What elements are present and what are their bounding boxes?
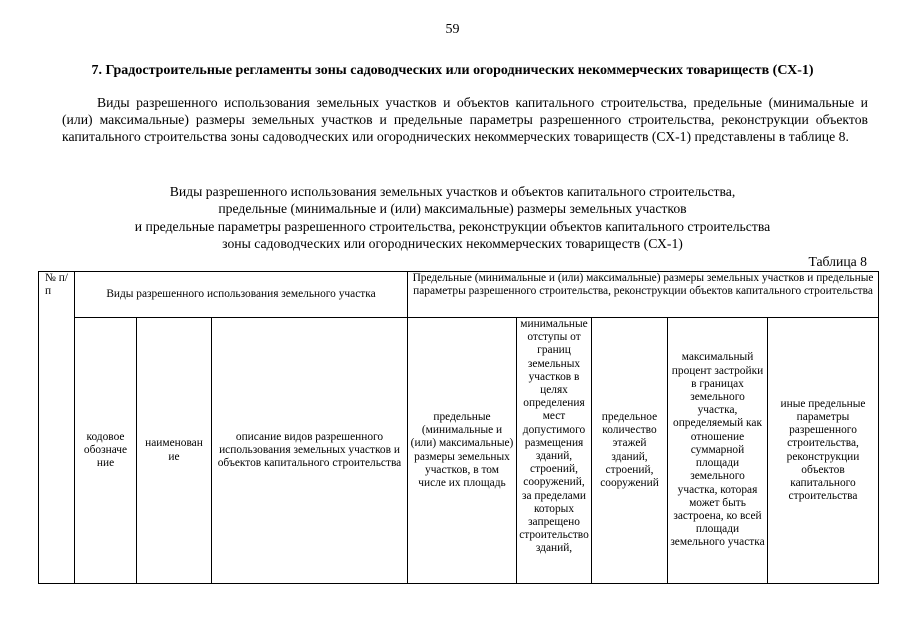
header-group-right: Предельные (минимальные и (или) максимальные) размеры земельных участков и предельные параметры разрешенного строительства, реконструкции объектов капитального строительства (408, 272, 879, 318)
section-heading: 7. Градостроительные регламенты зоны садоводческих или огороднических некоммерческих товариществ (СХ-1) (91, 63, 814, 78)
header-setbacks: минимальные отступы от границ земельных участков в целях определения мест допустимого размещения зданий, строений, сооружений, за пределами которых запрещено строительство зданий, (519, 318, 589, 555)
header-number: № п/п (39, 272, 75, 584)
header-floors: предельное количество этажей зданий, строений, сооружений (592, 318, 668, 584)
table-caption-line: зоны садоводческих или огороднических некоммерческих товариществ (СХ-1) (222, 235, 683, 251)
header-setbacks-cell (517, 318, 592, 584)
table-caption-line: и предельные параметры разрешенного строительства, реконструкции объектов капитального строительства (134, 218, 771, 234)
header-coverage: максимальный процент застройки в границах земельного участка, определяемый как отношение суммарной площади земельного участка, которая может быть застроена, ко всей площади земельного участка (668, 318, 768, 584)
table-header-row (39, 272, 879, 318)
header-description: описание видов разрешенного использования земельных участков и объектов капитального строительства (212, 318, 408, 584)
header-plot-sizes: предельные (минимальные и (или) максимальные) размеры земельных участков, в том числе их площадь (408, 318, 517, 584)
table-subheader-row (39, 318, 879, 584)
table-caption-line: Виды разрешенного использования земельных участков и объектов капитального строительства, (169, 184, 736, 199)
page-number: 59 (445, 22, 460, 37)
table-label: Таблица 8 (808, 254, 867, 269)
intro-paragraph: Виды разрешенного использования земельных участков и объектов капитального строительства, предельные (минимальные и (или) максимальные) размеры земельных участков и предельные параметры разрешенного строительства, реконструкции объектов капитального строительства зоны садоводческих или огороднических некоммерческих товариществ (СХ-1) представлены в таблице 8. (62, 95, 868, 144)
regulations-table (38, 271, 879, 584)
table-caption (40, 183, 865, 252)
header-other: иные предельные параметры разрешенного строительства, реконструкции объектов капитального строительства (768, 318, 879, 584)
header-code: кодовое обозначе ние (75, 318, 137, 584)
header-name: наименован ие (137, 318, 212, 584)
header-group-left: Виды разрешенного использования земельного участка (75, 272, 408, 318)
table-caption-line: предельные (минимальные и (или) максимальные) размеры земельных участков (218, 201, 687, 217)
